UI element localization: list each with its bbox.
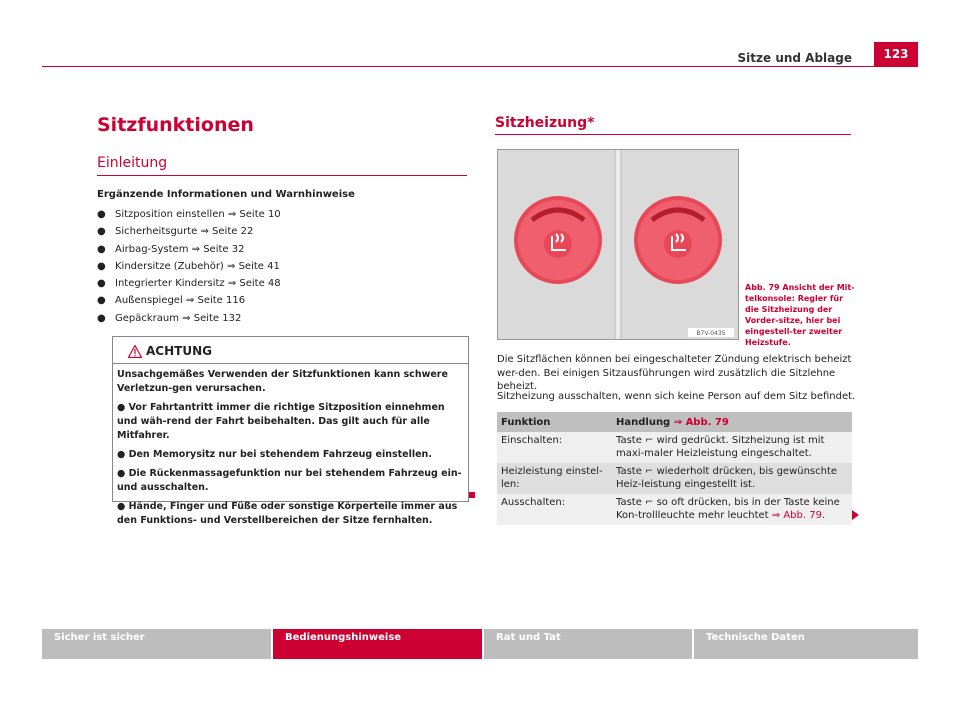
column-header-function: Funktion [497,412,612,432]
section-title-seat-heating: Sitzheizung* [495,115,595,131]
footer-nav [42,629,918,659]
warning-box [112,336,469,526]
list-item[interactable]: ● Kindersitze (Zubehör) ⇒ Seite 41 [97,260,280,272]
warning-line: Unsachgemäßes Verwenden der Sitzfunktionen kann schwere Verletzun-gen verursachen. [117,369,448,394]
list-item[interactable]: ● Airbag-System ⇒ Seite 32 [97,243,245,255]
table-row: Ausschalten: Taste ⌐ so oft drücken, bis in der Taste keine Kon-trollleuchte mehr leuchtet ⇒ Abb. 79. [497,494,852,525]
warning-line: ● Hände, Finger und Füße oder sonstige Körperteile immer aus den Funktions- und Verstellbereichen der Sitze fernhalten. [117,501,458,526]
end-marker [469,492,475,498]
figure-reference-link[interactable]: ⇒ Abb. 79 [673,416,729,428]
figure-caption: Abb. 79 Ansicht der Mit-telkonsole: Regler für die Sitzheizung der Vorder-sitze, hier bei eingestell-ter zweiter Heizstufe. [745,283,855,347]
warning-line: ● Vor Fahrtantritt immer die richtige Sitzposition einnehmen und wäh-rend der Fahrt beibehalten. Das gilt auch für alle Mitfahrer. [117,402,445,441]
seat-heating-figure [497,149,739,340]
list-item[interactable]: ● Gepäckraum ⇒ Seite 132 [97,312,242,324]
warning-triangle-icon [128,343,142,362]
warning-line: ● Die Rückenmassagefunktion nur bei stehendem Fahrzeug ein- und ausschalten. [117,468,462,493]
page-number: 123 [874,42,918,66]
footer-tab-sicher[interactable]: Sicher ist sicher [42,629,271,659]
chapter-title: Sitzfunktionen [97,114,254,136]
footer-tab-technik[interactable]: Technische Daten [694,629,918,659]
warning-header [113,337,468,364]
table-row: Einschalten: Taste ⌐ wird gedrückt. Sitzheizung ist mit maxi-maler Heizleistung eingeschaltet. [497,432,852,463]
table-header-row [497,412,852,432]
header-rule [42,66,918,67]
list-item[interactable]: ● Sicherheitsgurte ⇒ Seite 22 [97,226,254,238]
paragraph: Die Sitzflächen können bei eingeschalteter Zündung elektrisch beheizt wer-den. Bei einigen Sitzausführungen wird zusätzlich die Sitzlehne beheizt. [497,354,852,392]
footer-tab-bedienung[interactable]: Bedienungshinweise [273,629,482,659]
section-rule [495,134,851,135]
warning-line: ● Den Memorysitz nur bei stehendem Fahrzeug einstellen. [117,449,432,460]
table-row: Heizleistung einstel-len: Taste ⌐ wiederholt drücken, bis gewünschte Heiz-leistung eingestellt ist. [497,463,852,494]
reference-list [97,206,281,327]
footer-tab-rat[interactable]: Rat und Tat [484,629,692,659]
list-item[interactable]: ● Sitzposition einstellen ⇒ Seite 10 [97,209,281,220]
continue-arrow-icon [852,510,859,520]
column-header-action: Handlung ⇒ Abb. 79 [612,412,852,432]
figure-code: B7V-0435 [696,330,726,337]
list-item[interactable]: ● Integrierter Kindersitz ⇒ Seite 48 [97,278,281,290]
section-rule [97,175,467,176]
right-seat-heater-knob-icon [634,196,722,284]
intro-heading: Ergänzende Informationen und Warnhinweise [97,189,355,200]
function-table [497,412,852,525]
warning-title: ACHTUNG [146,344,212,358]
left-seat-heater-knob-icon [514,196,602,284]
paragraph: Sitzheizung ausschalten, wenn sich keine Person auf dem Sitz befindet. [497,391,856,402]
section-title: Einleitung [97,155,168,171]
figure-reference-link[interactable]: ⇒ Abb. 79 [771,509,822,521]
seat-heater-knobs-illustration [498,150,738,339]
warning-body [113,364,468,528]
list-item[interactable]: ● Außenspiegel ⇒ Seite 116 [97,295,246,307]
running-header-title: Sitze und Ablage [737,51,852,65]
